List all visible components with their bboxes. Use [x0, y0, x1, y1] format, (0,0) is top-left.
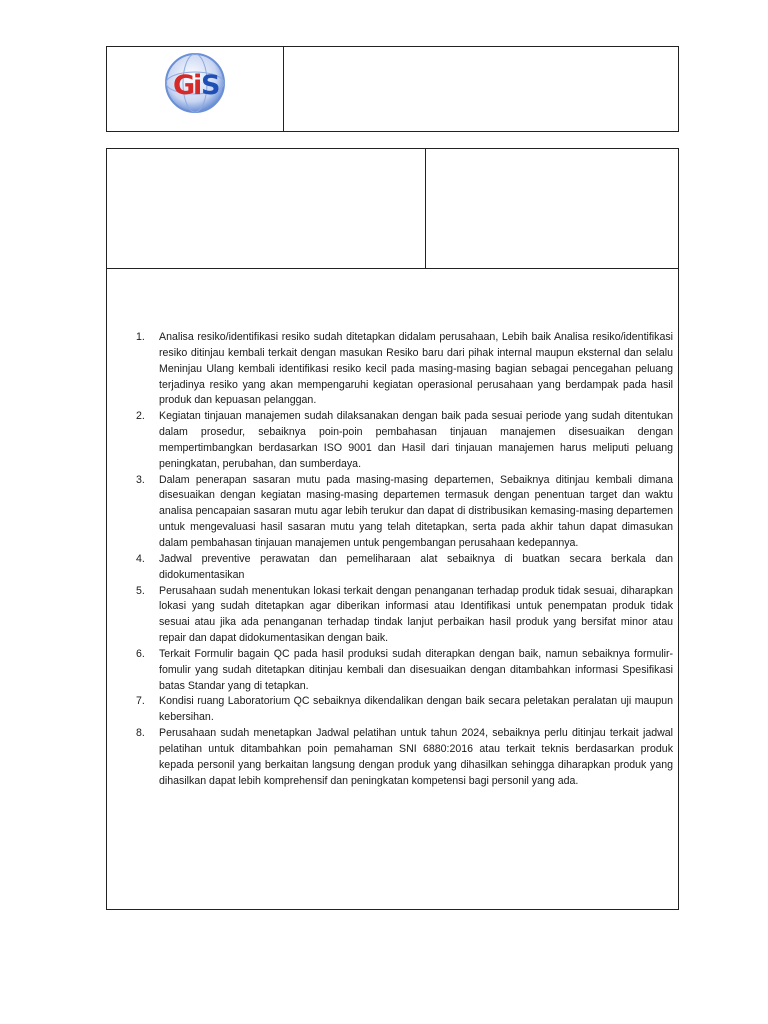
finding-item: [131, 584, 673, 647]
finding-item: [131, 473, 673, 552]
finding-item: [131, 694, 673, 726]
document-body: [106, 148, 679, 910]
finding-text: Perusahaan sudah menetapkan Jadwal pelatihan untuk tahun 2024, sebaiknya perlu ditinjau terkait jadwal pelatihan untuk ditambahkan poin pemahaman SNI 6880:2016 atau terkait teknis berdasarkan produk kepada personil yang berkaitan langsung dengan produk yang dihasilkan sehingga diharapkan produk yang dihasilkan dapat lebih komprehensif dan peningkatan kompetensi bagi personil yang ada.: [159, 727, 673, 787]
findings-list: [131, 330, 673, 789]
finding-number: 7.: [136, 695, 145, 708]
finding-item: [131, 330, 673, 409]
info-row-divider: [107, 268, 678, 269]
info-column-divider: [425, 149, 426, 269]
svg-text:G: G: [173, 70, 196, 101]
finding-item: [131, 409, 673, 472]
finding-text: Dalam penerapan sasaran mutu pada masing-masing departemen, Sebaiknya ditinjau kembali dimana disesuaikan dengan kegiatan masing-masing departemen termasuk dengan penentuan target dan waktu analisa pencapaian sasaran mutu agar lebih terukur dan dapat di distribusikan kemasing-masing departemen untuk mengevaluasi hasil sasaran mutu yang telah ditetapkan, serta pada akhir tahun dapat dimasukan dalam pembahasan tinjauan manajemen untuk pengembangan perusahaan kedepannya.: [159, 473, 673, 549]
finding-number: 4.: [136, 552, 145, 565]
finding-text: Terkait Formulir bagain QC pada hasil produksi sudah diterapkan dengan baik, namun sebaiknya formulir-fomulir yang sudah ditetapkan ditinjau kembali dan disesuaikan dengan ditambahkan informasi Spesifikasi batas Standar yang di tetapkan.: [159, 647, 673, 692]
finding-text: Analisa resiko/identifikasi resiko sudah ditetapkan didalam perusahaan, Lebih baik Analisa resiko/identifikasi resiko ditinjau kembali terkait dengan masukan Resiko baru dari pihak internal maupun eksternal dan selalu Meninjau Ulang kembali identifikasi resiko kecil pada masing-masing bagian sebagai pencegahan peluang terjadinya resiko yang akan mempengaruhi kegiatan operasional perusahaan yang berdampak pada hasil produk dan kepuasan pelanggan.: [159, 331, 673, 407]
document-header: [106, 46, 679, 132]
svg-text:i: i: [193, 70, 203, 101]
finding-number: 1.: [136, 331, 145, 343]
finding-text: Kondisi ruang Laboratorium QC sebaiknya dikendalikan dengan baik secara peletakan peralatan uji maupun kebersihan.: [159, 695, 673, 724]
finding-number: 6.: [136, 647, 145, 660]
company-logo: [163, 51, 227, 115]
svg-text:S: S: [201, 70, 221, 101]
finding-number: 2.: [136, 410, 145, 423]
finding-item: [131, 726, 673, 789]
finding-text: Kegiatan tinjauan manajemen sudah dilaksanakan dengan baik pada sesuai periode yang sudah ditentukan dalam prosedur, sebaiknya poin-poin pembahasan tinjauan manajemen disesuaikan dengan mempertimbangkan berdasarkan ISO 9001 dan Hasil dari tinjauan manajemen harus meliputi peluang peningkatan, perubahan, dan sumberdaya.: [159, 410, 673, 470]
finding-item: [131, 552, 673, 584]
finding-item: [131, 647, 673, 695]
finding-number: 3.: [136, 473, 145, 486]
finding-text: Perusahaan sudah menentukan lokasi terkait dengan penanganan terhadap produk tidak sesuai, diharapkan lokasi yang sudah ditetapkan agar diberikan informasi atau Identifikasi untuk penempatan produk tidak sesuai atau jika ada penanganan terhadap tindak lanjut perbaikan hasil produk yang bersifat minor atau repair dan dapat didokumentasikan dengan baik.: [159, 584, 673, 645]
finding-number: 5.: [136, 584, 145, 597]
finding-number: 8.: [136, 727, 145, 740]
finding-text: Jadwal preventive perawatan dan pemeliharaan alat sebaiknya di buatkan secara berkala dan didokumentasikan: [159, 552, 673, 581]
header-divider: [283, 47, 284, 131]
